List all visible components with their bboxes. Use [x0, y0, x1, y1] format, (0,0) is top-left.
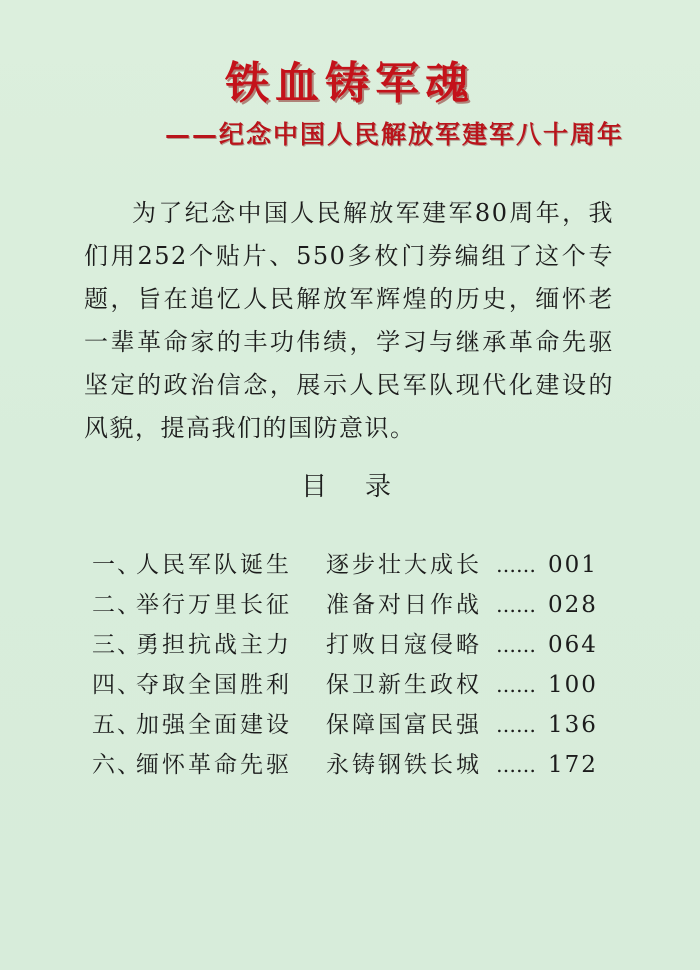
toc-item	[92, 545, 612, 585]
page-subtitle: ——纪念中国人民解放军建军八十周年	[165, 120, 625, 149]
toc-item-leader: ……	[496, 753, 536, 777]
page-title: 铁血铸军魂	[225, 58, 475, 109]
toc-item-title-part2: 永铸钢铁长城	[326, 752, 482, 778]
toc-item-title-part2: 打败日寇侵略	[326, 632, 482, 658]
toc-item-title-part2: 保卫新生政权	[326, 672, 482, 698]
toc-item-number: 二、	[92, 592, 142, 618]
toc-item	[92, 625, 612, 665]
toc-item-leader: ……	[496, 713, 536, 737]
toc-item-page: 172	[548, 752, 598, 778]
toc-item-title-part2: 准备对日作战	[326, 592, 482, 618]
toc-item	[92, 665, 612, 705]
toc-item-leader: ……	[496, 633, 536, 657]
toc-item-number: 六、	[92, 752, 142, 778]
toc-item-page: 028	[548, 592, 598, 618]
toc-item-leader: ……	[496, 553, 536, 577]
toc-item-title-part1: 人民军队诞生	[136, 552, 292, 578]
toc-item	[92, 585, 612, 625]
toc-item-page: 136	[548, 712, 598, 738]
toc-item	[92, 705, 612, 745]
toc-item-title-part1: 勇担抗战主力	[136, 632, 292, 658]
toc-item-number: 四、	[92, 672, 142, 698]
toc-item-title-part1: 夺取全国胜利	[136, 672, 292, 698]
toc-heading: 目录	[300, 472, 429, 502]
toc-item-title-part2: 逐步壮大成长	[326, 552, 482, 578]
toc-item-leader: ……	[496, 593, 536, 617]
toc-item-number: 三、	[92, 632, 142, 658]
toc-item-page: 100	[548, 672, 598, 698]
toc-item-title-part1: 举行万里长征	[136, 592, 292, 618]
intro-paragraph: 为了纪念中国人民解放军建军80周年，我们用252个贴片、550多枚门券编组了这个专题，旨在追忆人民解放军辉煌的历史，缅怀老一辈革命家的丰功伟绩，学习与继承革命先驱坚定的政治信念，展示人民军队现代化建设的风貌，提高我们的国防意识。	[84, 199, 614, 442]
toc-item-page: 001	[548, 552, 598, 578]
toc-item	[92, 745, 612, 785]
toc-item-number: 一、	[92, 552, 142, 578]
toc-item-number: 五、	[92, 712, 142, 738]
toc-item-title-part1: 加强全面建设	[136, 712, 292, 738]
toc-item-title-part1: 缅怀革命先驱	[136, 752, 292, 778]
toc-item-leader: ……	[496, 673, 536, 697]
table-of-contents	[92, 545, 612, 785]
toc-item-page: 064	[548, 632, 598, 658]
toc-item-title-part2: 保障国富民强	[326, 712, 482, 738]
